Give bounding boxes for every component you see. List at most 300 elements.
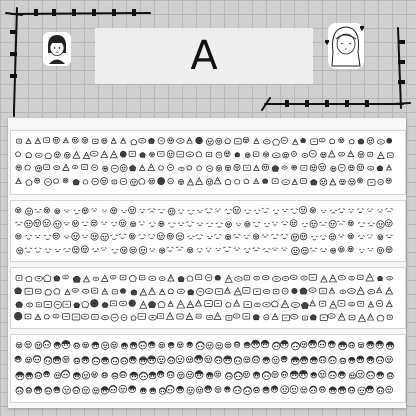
doodle-sticker xyxy=(339,247,345,253)
doodle-sticker xyxy=(299,370,307,378)
doodle-sticker xyxy=(25,341,32,348)
doodle-sticker xyxy=(36,303,41,307)
doodle-sticker xyxy=(311,139,318,144)
doodle-sticker xyxy=(45,249,51,253)
doodle-sticker xyxy=(301,302,308,308)
doodle-sticker xyxy=(301,247,308,254)
doodle-sticker xyxy=(102,210,107,213)
doodle-sticker xyxy=(349,373,355,379)
doodle-sticker xyxy=(348,247,353,252)
doodle-sticker xyxy=(120,275,126,280)
doodle-sticker xyxy=(149,342,155,348)
doodle-sticker xyxy=(159,248,164,253)
doodle-sticker xyxy=(329,151,336,158)
doodle-sticker xyxy=(120,371,126,377)
doodle-sticker xyxy=(166,385,174,393)
doodle-sticker xyxy=(310,386,317,393)
doodle-sticker xyxy=(244,248,251,252)
doodle-sticker xyxy=(74,210,81,214)
doodle-sticker xyxy=(302,316,307,320)
doodle-sticker xyxy=(101,233,109,241)
doodle-sticker xyxy=(309,150,316,157)
doodle-sticker xyxy=(366,274,373,281)
doodle-sticker xyxy=(302,223,308,227)
sticker-strip-characters xyxy=(10,334,406,403)
doodle-sticker xyxy=(319,138,325,142)
doodle-sticker xyxy=(386,247,392,253)
doodle-sticker xyxy=(34,248,41,252)
doodle-sticker xyxy=(321,152,326,157)
doodle-sticker xyxy=(92,342,99,349)
doodle-sticker xyxy=(16,165,21,170)
doodle-sticker xyxy=(120,151,126,157)
doodle-sticker xyxy=(111,165,118,172)
doodle-sticker xyxy=(63,386,71,394)
doodle-sticker xyxy=(148,164,154,170)
doodle-sticker xyxy=(167,151,174,158)
doodle-sticker xyxy=(291,151,296,156)
doodle-sticker xyxy=(112,290,117,294)
doodle-sticker xyxy=(130,179,137,186)
doodle-sticker xyxy=(261,340,269,348)
doodle-sticker xyxy=(262,371,270,379)
doodle-sticker xyxy=(272,342,280,350)
doodle-sticker xyxy=(53,179,58,183)
doodle-sticker xyxy=(140,388,146,394)
doodle-sticker xyxy=(92,178,98,184)
doodle-sticker xyxy=(149,249,155,252)
doodle-sticker xyxy=(177,342,183,348)
doodle-sticker xyxy=(119,220,126,227)
doodle-sticker xyxy=(357,178,362,183)
doodle-sticker xyxy=(226,222,232,228)
doodle-sticker xyxy=(43,341,50,348)
doodle-sticker xyxy=(300,356,307,363)
doodle-sticker xyxy=(349,342,355,348)
doodle-sticker xyxy=(368,223,375,227)
doodle-sticker xyxy=(226,235,231,240)
doodle-sticker xyxy=(168,178,174,184)
doodle-sticker xyxy=(321,210,326,213)
doodle-sticker xyxy=(273,210,279,214)
doodle-sticker xyxy=(111,357,118,364)
doodle-sticker xyxy=(319,371,326,378)
doodle-sticker xyxy=(64,210,69,213)
doodle-sticker xyxy=(385,208,393,212)
doodle-sticker xyxy=(357,287,364,294)
doodle-sticker xyxy=(281,222,288,225)
doodle-sticker xyxy=(348,151,354,157)
doodle-sticker xyxy=(281,137,287,143)
doodle-sticker xyxy=(158,166,163,170)
doodle-sticker xyxy=(291,342,299,350)
doodle-sticker xyxy=(44,138,50,143)
doodle-sticker xyxy=(35,342,42,349)
doodle-sticker xyxy=(53,314,59,318)
doodle-sticker xyxy=(73,387,80,394)
doodle-sticker xyxy=(311,236,317,240)
doodle-sticker xyxy=(168,289,174,294)
doodle-sticker xyxy=(319,164,326,171)
doodle-sticker xyxy=(225,342,231,348)
doodle-sticker xyxy=(271,301,278,307)
doodle-sticker xyxy=(357,356,364,363)
doodle-sticker xyxy=(225,372,232,379)
doodle-sticker xyxy=(358,152,364,158)
doodle-sticker xyxy=(35,276,43,281)
doodle-sticker xyxy=(253,315,259,320)
doodle-sticker xyxy=(73,179,79,184)
doodle-sticker xyxy=(195,355,203,363)
doodle-sticker xyxy=(387,153,393,158)
doodle-sticker xyxy=(138,313,145,319)
doodle-sticker xyxy=(33,355,40,362)
doodle-sticker xyxy=(367,235,373,238)
doodle-sticker xyxy=(129,386,136,393)
doodle-sticker xyxy=(339,138,344,143)
doodle-sticker xyxy=(35,235,40,238)
doodle-sticker xyxy=(157,371,163,377)
doodle-sticker xyxy=(149,178,155,184)
doodle-sticker xyxy=(318,340,326,348)
doodle-sticker xyxy=(263,289,270,293)
doodle-sticker xyxy=(159,289,165,295)
doodle-sticker xyxy=(376,300,382,306)
doodle-sticker xyxy=(139,372,147,380)
doodle-sticker xyxy=(197,223,203,226)
doodle-sticker xyxy=(17,248,23,254)
doodle-sticker xyxy=(223,247,231,252)
doodle-sticker xyxy=(320,315,327,321)
doodle-sticker xyxy=(301,165,307,170)
doodle-sticker xyxy=(178,223,184,226)
title-box xyxy=(95,28,313,84)
doodle-sticker xyxy=(62,340,70,348)
doodle-sticker xyxy=(331,166,336,171)
doodle-sticker xyxy=(150,388,156,394)
doodle-sticker xyxy=(196,275,202,280)
doodle-sticker xyxy=(81,246,88,253)
doodle-sticker xyxy=(234,386,242,394)
doodle-sticker xyxy=(386,235,393,238)
doodle-sticker xyxy=(386,356,393,363)
doodle-sticker xyxy=(234,300,240,306)
doodle-sticker xyxy=(43,219,50,226)
doodle-sticker xyxy=(330,139,335,144)
doodle-sticker xyxy=(177,372,184,379)
doodle-sticker xyxy=(26,139,31,144)
doodle-sticker xyxy=(149,138,155,143)
doodle-sticker xyxy=(62,370,70,378)
doodle-sticker xyxy=(112,249,119,253)
doodle-sticker xyxy=(206,138,213,145)
doodle-sticker xyxy=(177,386,184,393)
doodle-sticker xyxy=(320,178,327,185)
doodle-sticker xyxy=(196,178,203,185)
doodle-sticker xyxy=(386,342,393,349)
doodle-sticker xyxy=(35,153,42,157)
doodle-sticker xyxy=(236,223,241,226)
doodle-sticker xyxy=(83,276,89,282)
doodle-sticker xyxy=(272,357,279,364)
doodle-sticker xyxy=(205,289,213,294)
doodle-sticker xyxy=(129,300,135,306)
doodle-sticker xyxy=(340,358,346,364)
doodle-sticker xyxy=(215,386,221,392)
doodle-sticker xyxy=(186,152,194,157)
doodle-sticker xyxy=(82,372,89,379)
doodle-sticker xyxy=(168,301,173,306)
doodle-sticker xyxy=(102,288,108,294)
girl-long-hair-sticker xyxy=(322,22,368,72)
doodle-sticker xyxy=(368,180,375,186)
doodle-sticker xyxy=(263,302,271,307)
doodle-sticker xyxy=(262,208,269,212)
doodle-sticker xyxy=(264,315,269,320)
doodle-sticker xyxy=(158,151,164,156)
doodle-sticker xyxy=(168,275,174,281)
doodle-sticker xyxy=(111,342,117,348)
doodle-sticker xyxy=(358,222,365,226)
doodle-sticker xyxy=(226,316,232,321)
doodle-sticker xyxy=(235,139,242,144)
doodle-sticker xyxy=(234,164,240,170)
doodle-sticker xyxy=(102,315,109,319)
doodle-sticker xyxy=(187,236,194,240)
doodle-sticker xyxy=(272,222,278,225)
doodle-sticker xyxy=(129,165,135,170)
doodle-sticker xyxy=(254,276,260,280)
doodle-sticker xyxy=(35,314,41,320)
doodle-sticker xyxy=(17,139,22,143)
doodle-sticker xyxy=(159,388,165,394)
doodle-sticker xyxy=(74,343,80,349)
character-doodle-row xyxy=(11,335,405,402)
doodle-sticker xyxy=(195,371,203,379)
doodle-sticker xyxy=(271,234,278,239)
doodle-sticker xyxy=(139,247,147,255)
doodle-sticker xyxy=(65,289,70,294)
doodle-sticker xyxy=(358,235,365,238)
doodle-sticker xyxy=(245,153,250,158)
doodle-sticker xyxy=(244,387,252,395)
doodle-sticker xyxy=(329,275,336,282)
doodle-sticker xyxy=(149,288,156,295)
doodle-sticker xyxy=(243,137,249,143)
doodle-sticker xyxy=(101,387,108,394)
doodle-sticker xyxy=(206,179,212,185)
doodle-sticker xyxy=(54,387,60,393)
doodle-sticker xyxy=(121,138,126,143)
doodle-sticker xyxy=(263,140,270,144)
doodle-sticker xyxy=(168,138,174,144)
doodle-sticker xyxy=(359,249,364,252)
doodle-sticker xyxy=(54,152,60,158)
doodle-sticker xyxy=(93,277,99,281)
doodle-sticker xyxy=(262,276,269,280)
doodle-sticker xyxy=(25,235,32,239)
doodle-sticker xyxy=(73,152,80,159)
doodle-sticker xyxy=(72,314,80,320)
doodle-sticker xyxy=(225,275,232,282)
doodle-sticker xyxy=(281,386,289,394)
doodle-sticker xyxy=(186,371,193,378)
doodle-sticker xyxy=(35,178,40,183)
doodle-sticker xyxy=(166,312,173,319)
doodle-sticker xyxy=(254,303,260,307)
doodle-sticker xyxy=(319,301,325,306)
doodle-sticker xyxy=(348,387,354,393)
doodle-sticker xyxy=(149,372,156,379)
doodle-sticker xyxy=(207,315,212,319)
doodle-sticker xyxy=(357,209,364,213)
doodle-sticker xyxy=(299,206,306,213)
doodle-sticker xyxy=(386,386,393,393)
doodle-sticker xyxy=(272,276,280,281)
doodle-sticker xyxy=(290,220,297,227)
doodle-sticker xyxy=(205,356,212,363)
doodle-sticker xyxy=(35,372,41,378)
doodle-sticker xyxy=(44,165,50,170)
doodle-sticker xyxy=(206,152,212,156)
doodle-sticker xyxy=(349,315,355,320)
doodle-sticker xyxy=(26,153,32,158)
doodle-sticker xyxy=(64,152,70,158)
doodle-sticker xyxy=(140,289,146,295)
doodle-sticker xyxy=(121,343,127,349)
doodle-sticker xyxy=(188,290,194,295)
doodle-sticker xyxy=(168,208,175,215)
doodle-sticker xyxy=(121,247,128,254)
doodle-sticker xyxy=(377,387,384,394)
doodle-sticker xyxy=(331,248,336,253)
doodle-sticker xyxy=(43,275,51,281)
doodle-sticker xyxy=(358,301,364,306)
doodle-sticker xyxy=(233,234,240,238)
doodle-sticker xyxy=(337,221,345,225)
doodle-sticker xyxy=(386,287,392,293)
doodle-sticker xyxy=(207,166,213,172)
doodle-sticker xyxy=(139,275,145,279)
doodle-sticker xyxy=(196,300,202,306)
doodle-sticker xyxy=(35,138,40,143)
doodle-sticker xyxy=(74,303,80,308)
doodle-sticker xyxy=(328,314,335,319)
doodle-sticker xyxy=(26,276,32,281)
doodle-sticker xyxy=(158,209,164,213)
doodle-sticker xyxy=(55,249,61,252)
doodle-sticker xyxy=(103,166,108,171)
doodle-sticker xyxy=(177,152,184,157)
doodle-sticker xyxy=(197,210,202,213)
doodle-sticker xyxy=(35,209,42,212)
doodle-sticker xyxy=(25,288,32,294)
doodle-sticker xyxy=(131,290,137,295)
doodle-sticker xyxy=(179,167,185,171)
doodle-sticker xyxy=(121,357,128,364)
doodle-sticker xyxy=(368,152,373,156)
doodle-sticker xyxy=(338,209,345,213)
doodle-sticker xyxy=(292,288,297,293)
doodle-sticker xyxy=(139,165,145,171)
doodle-sticker xyxy=(44,208,49,213)
doodle-sticker xyxy=(139,179,145,184)
doodle-sticker xyxy=(310,165,316,171)
doodle-sticker xyxy=(214,177,221,184)
doodle-sticker xyxy=(159,277,165,281)
doodle-sticker xyxy=(253,222,260,226)
doodle-sticker xyxy=(234,342,240,348)
doodle-sticker xyxy=(290,386,298,394)
doodle-sticker xyxy=(254,165,259,170)
doodle-sticker xyxy=(101,178,108,185)
doodle-sticker xyxy=(252,340,260,348)
doodle-sticker xyxy=(63,356,69,362)
doodle-sticker xyxy=(53,233,59,239)
doodle-sticker xyxy=(215,275,221,280)
doodle-sticker xyxy=(309,274,316,280)
doodle-sticker xyxy=(377,372,384,379)
doodle-sticker xyxy=(329,387,336,394)
doodle-sticker xyxy=(291,357,299,365)
doodle-sticker xyxy=(263,387,269,393)
doodle-sticker xyxy=(339,152,345,156)
doodle-sticker xyxy=(176,247,183,251)
doodle-sticker xyxy=(235,179,240,184)
doodle-sticker xyxy=(158,356,166,364)
doodle-sticker xyxy=(34,220,41,227)
doodle-sticker xyxy=(291,209,299,214)
doodle-sticker xyxy=(44,371,50,377)
doodle-sticker xyxy=(254,210,260,214)
doodle-sticker xyxy=(130,247,137,254)
doodle-sticker xyxy=(214,234,221,239)
doodle-sticker xyxy=(281,371,287,377)
doodle-sticker xyxy=(378,235,383,240)
doodle-sticker xyxy=(91,288,97,293)
doodle-sticker xyxy=(320,248,327,251)
doodle-sticker xyxy=(45,387,52,394)
doodle-sticker xyxy=(300,341,307,348)
doodle-sticker xyxy=(225,387,230,392)
face-doodle-row xyxy=(11,201,405,261)
doodle-sticker xyxy=(177,138,184,143)
doodle-sticker xyxy=(349,139,354,143)
doodle-sticker xyxy=(348,234,353,239)
doodle-sticker xyxy=(376,356,383,363)
doodle-sticker xyxy=(281,300,288,307)
doodle-sticker xyxy=(358,275,364,279)
doodle-sticker xyxy=(377,210,382,213)
doodle-sticker xyxy=(102,357,109,364)
doodle-sticker xyxy=(311,180,317,185)
doodle-sticker xyxy=(244,342,250,348)
doodle-sticker xyxy=(348,209,353,212)
doodle-sticker xyxy=(139,341,147,349)
doodle-sticker xyxy=(120,178,127,185)
doodle-sticker xyxy=(187,247,192,252)
doodle-sticker xyxy=(16,342,22,348)
doodle-sticker xyxy=(74,358,80,364)
doodle-sticker xyxy=(81,164,87,169)
doodle-sticker xyxy=(301,387,307,393)
doodle-sticker xyxy=(130,372,138,380)
doodle-sticker xyxy=(178,210,184,214)
doodle-sticker xyxy=(378,179,383,184)
doodle-sticker xyxy=(149,315,157,320)
doodle-sticker xyxy=(139,357,147,365)
doodle-sticker xyxy=(177,300,185,308)
